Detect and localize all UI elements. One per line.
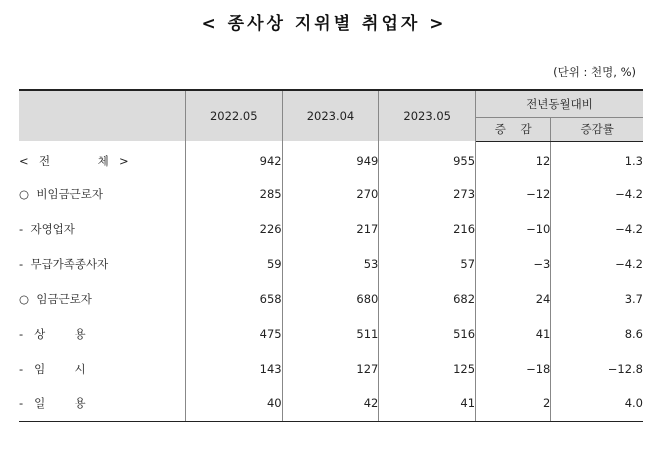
cell-increase: 2 [476, 386, 551, 421]
cell-increase: −18 [476, 351, 551, 386]
cell-2023-04: 680 [282, 281, 379, 316]
cell-increase: −10 [476, 211, 551, 246]
row-label: - 일 용 [19, 386, 185, 421]
cell-2022-05: 143 [185, 351, 282, 386]
cell-rate: −12.8 [607, 361, 643, 376]
row-label: - 무급가족종사자 [19, 246, 185, 281]
header-2022-05: 2022.05 [185, 90, 282, 141]
header-blank [19, 90, 185, 141]
table-row [19, 351, 643, 386]
cell-rate: 4.0 [551, 386, 643, 421]
cell-increase: −12 [476, 176, 551, 211]
cell-2023-04: 511 [282, 316, 379, 351]
unit-note: (단위 : 천명, %) [553, 65, 636, 79]
cell-2023-05: 273 [379, 176, 476, 211]
row-label: - 자영업자 [19, 211, 185, 246]
cell-increase: −3 [476, 246, 551, 281]
table-row [19, 176, 643, 211]
table-row [19, 211, 643, 246]
cell-2023-05: 57 [379, 246, 476, 281]
cell-2023-04: 217 [282, 211, 379, 246]
row-label: ○ 비임금근로자 [19, 176, 185, 211]
table-row [19, 316, 643, 351]
row-label: ○ 임금근로자 [19, 281, 185, 316]
cell-2022-05: 475 [185, 316, 282, 351]
cell-2023-05: 516 [379, 316, 476, 351]
header-2023-05: 2023.05 [379, 90, 476, 141]
cell-2023-04: 42 [282, 386, 379, 421]
row-label: - 임 시 [19, 351, 185, 386]
row-label: - 상 용 [19, 316, 185, 351]
header-rate: 증감률 [551, 117, 643, 141]
header-yoy-group: 전년동월대비 [476, 90, 643, 117]
table-row [19, 246, 643, 281]
cell-2023-05: 682 [379, 281, 476, 316]
cell-rate: −4.2 [615, 221, 643, 236]
cell-2023-04: 127 [282, 351, 379, 386]
cell-2023-04: 949 [282, 141, 379, 176]
cell-increase: 12 [476, 141, 551, 176]
table-row [19, 281, 643, 316]
cell-2022-05: 942 [185, 141, 282, 176]
cell-2023-05: 216 [379, 211, 476, 246]
cell-2023-05: 41 [379, 386, 476, 421]
cell-2022-05: 59 [185, 246, 282, 281]
cell-2022-05: 40 [185, 386, 282, 421]
cell-2023-04: 53 [282, 246, 379, 281]
cell-increase: 24 [476, 281, 551, 316]
cell-2022-05: 226 [185, 211, 282, 246]
cell-2023-05: 955 [379, 141, 476, 176]
cell-2022-05: 658 [185, 281, 282, 316]
table-row [19, 141, 643, 176]
cell-rate: 3.7 [624, 291, 643, 306]
header-increase: 증 감 [476, 117, 551, 141]
cell-rate: 8.6 [624, 326, 643, 341]
table-row [19, 386, 643, 421]
page-title: < 종사상 지위별 취업자 > [201, 14, 447, 34]
cell-increase: 41 [476, 316, 551, 351]
cell-rate: 1.3 [624, 153, 643, 168]
cell-2023-05: 125 [379, 351, 476, 386]
header-2023-04: 2023.04 [282, 90, 379, 141]
cell-rate: −4.2 [615, 256, 643, 271]
employment-table [19, 89, 643, 422]
cell-2022-05: 285 [185, 176, 282, 211]
cell-rate: −4.2 [615, 186, 643, 201]
row-label: < 전 체 > [19, 141, 185, 176]
cell-2023-04: 270 [282, 176, 379, 211]
